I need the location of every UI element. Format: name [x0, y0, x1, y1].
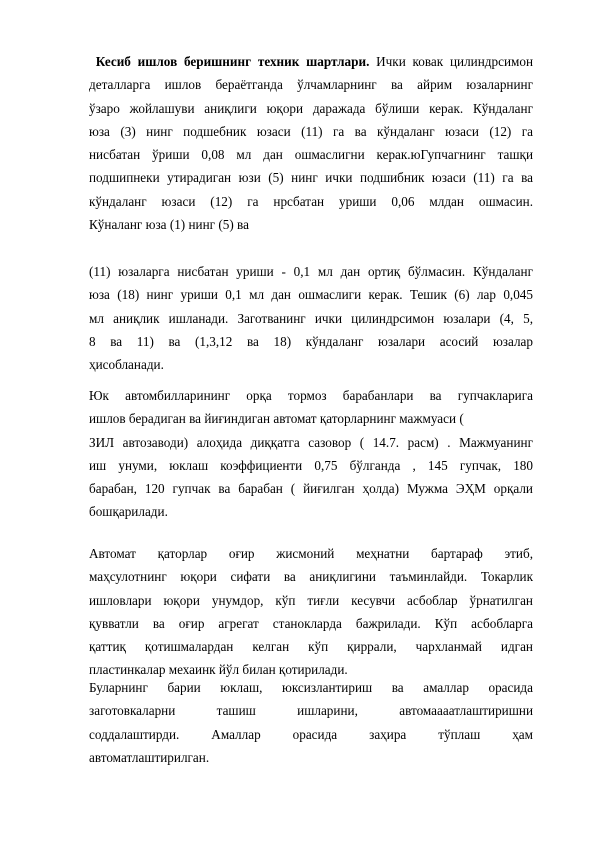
text-line: ишловлари юқори унумдор, кўп тиғли кесувчи асбоблар ўрнатилган — [89, 592, 533, 608]
text-line: қувватли ва оғир агрегат станокларда бажрилади. Кўп асбобларга — [89, 615, 533, 631]
text-line: подшипнеки утирадиган юзи (5) нинг ички подшибник юзаси (11) га ва — [89, 170, 533, 186]
paragraph-workpiece-handling — [89, 676, 533, 769]
text-line: ЗИЛ автозаводи) алоҳида диққатга сазовор ( 14.7. расм) . Мажмуанинг — [89, 434, 533, 450]
text-line: Автомат қаторлар оғир жисмоний меҳнатни бартараф этиб, — [89, 546, 533, 561]
text-line: кўндаланг юзаси (12) га нрсбатан уриши 0,06 млдан ошмасин. — [89, 193, 533, 209]
paragraph-automatic-lines — [89, 384, 533, 524]
paragraph-runout-tolerances — [89, 260, 533, 376]
text-line: нисбатан ўриши 0,08 мл дан ошмаслигни керак.юГупчагнинг ташқи — [89, 147, 533, 163]
text-line: Кесиб ишлов беришнинг техник шартлари. Ички ковак цилиндрсимон — [95, 54, 533, 69]
text-line: Буларнинг барии юклаш, юксизлантириш ва амаллар орасида — [89, 680, 533, 695]
text-line: маҳсулотнинг юқори сифати ва аниқлигини таъминлайди. Токарлик — [89, 569, 533, 585]
text-line: ҳисобланади. — [89, 357, 164, 373]
text-line: юза (3) нинг подшебник юзаси (11) га ва кўндаланг юзаси (12) га — [89, 123, 533, 139]
text-line: соддалаштирди. Амаллар орасида заҳира тўплаш ҳам — [89, 726, 533, 742]
text-line: заготовкаларни ташиш ишларини, автомаааатлаштиришни — [89, 703, 533, 719]
text-line: (11) юзаларга нисбатан уриши - 0,1 мл дан ортиқ бўлмасин. Кўндаланг — [89, 264, 533, 279]
text-line: 8 ва 11) ва (1,3,12 ва 18) кўндаланг юзалари асосий юзалар — [89, 333, 533, 349]
text-line: ўзаро жойлашуви аниқлиги юқори даражада бўлиши керак. Кўндаланг — [89, 100, 533, 116]
text-line: деталларга ишлов бераётганда ўлчамларнинг ва айрим юзаларнинг — [89, 77, 533, 93]
paragraph-lead-heading: Кесиб ишлов беришнинг техник шартлари. — [95, 54, 370, 69]
text-line: Кўналанг юза (1) нинг (5) ва — [89, 217, 249, 233]
text-line: Юк автомбилларининг орқа тормоз барабанлари ва гупчакларига — [89, 388, 533, 403]
paragraph-technical-conditions — [89, 50, 533, 236]
text-line: юза (18) нинг уриши 0,1 мл дан ошмаслиги керак. Тешик (6) лар 0,045 — [89, 287, 533, 303]
text-line: иш унуми, юклаш коэффициенти 0,75 бўлганда , 145 гупчак, 180 — [89, 457, 533, 473]
text-line: бошқарилади. — [89, 504, 168, 520]
paragraph-automation-benefits — [89, 542, 533, 682]
text-line: мл аниқлик ишланади. Заготванинг ички цилиндрсимон юзалари (4, 5, — [89, 310, 533, 326]
text-line: ишлов берадиган ва йиғиндиган автомат қаторларнинг мажмуаси ( — [89, 411, 464, 427]
text-line: барабан, 120 гупчак ва барабан ( йиғилган ҳолда) Мужма ЭҲМ орқали — [89, 481, 533, 497]
text-line: қаттиқ қотишмалардан келган кўп қиррали, чархланмай идган — [89, 639, 533, 655]
text-line: пластинкалар мехаинк йўл билан қотирилади. — [89, 662, 348, 678]
text-line: автоматлаштирилган. — [89, 749, 210, 765]
